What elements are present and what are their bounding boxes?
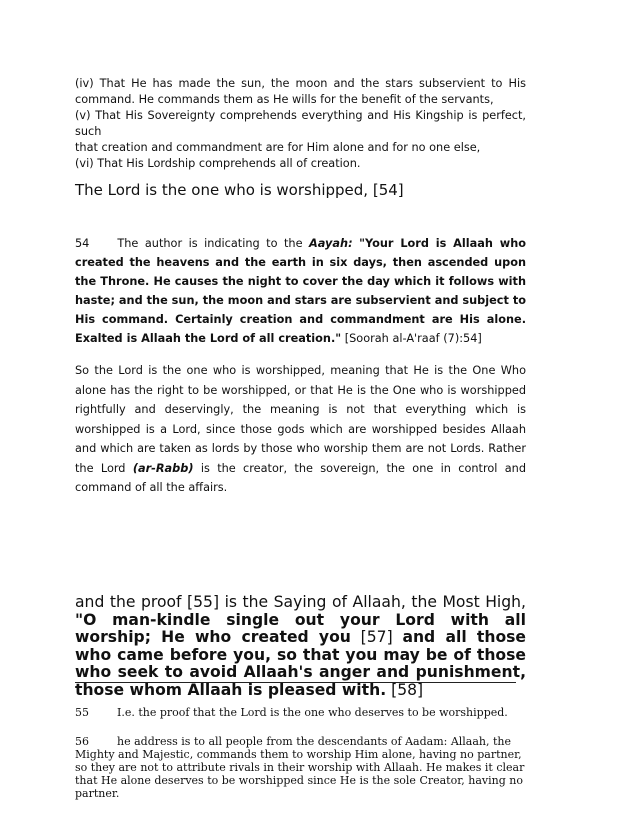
- footnote-56-number: 56: [75, 735, 89, 748]
- footnote-separator: [75, 682, 516, 683]
- footnote-54-quote: "Your Lord is Allaah who created the heavens and the earth in six days, then ascended upon the Throne. He causes the night to cover the day which it follows with haste; and the sun, the moon and stars are subservient and subject to His command. Certainly creation and commandment are His alone. Exalted is Allaah the Lord of all creation.": [75, 237, 526, 345]
- proof-quote-part-1: "O man-kindle single out your Lord with all worship; He who created you: [75, 610, 526, 646]
- section-heading: The Lord is the one who is worshipped, [54]: [75, 181, 404, 199]
- point-v-line-2: that creation and commandment are for Him alone and for no one else,: [75, 141, 481, 154]
- footnote-ref-57: [57]: [360, 628, 393, 646]
- point-vi: (vi) That His Lordship comprehends all of creation.: [75, 157, 361, 170]
- footnote-54-term: Aayah:: [309, 237, 353, 250]
- footnote-ref-58: [58]: [391, 680, 424, 699]
- footnote-56: [75, 735, 526, 800]
- footnote-54-intro: The author is indicating to the: [117, 237, 303, 250]
- explanation-text: So the Lord is the one who is worshipped, meaning that He is the One Who alone has the right to be worshipped, or that He is the One who is worshipped rightfully and deservingly, the meaning is not that everything which is worshipped is a Lord, since those gods which are worshipped besides Allaah and which are taken as lords by those who worship them are not Lords. Rather the Lord: [75, 364, 526, 475]
- point-iv-line-2: command. He commands them as He wills for the benefit of the servants,: [75, 93, 494, 106]
- proof-intro: and the proof [55] is the Saying of Allaah, the Most High,: [75, 593, 526, 611]
- proof-quote-part-2: and all those who came before you, so that you may be of those who seek to avoid Allaah's anger and punishment, those whom Allaah is pleased with.: [75, 628, 527, 699]
- explanation-term: (ar-Rabb): [132, 461, 194, 475]
- footnote-54-number: 54: [75, 237, 90, 250]
- footnote-54: [75, 234, 526, 348]
- footnote-55: [75, 706, 526, 719]
- footnote-55-text: I.e. the proof that the Lord is the one who deserves to be worshipped.: [117, 706, 508, 719]
- point-v-line-1: (v) That His Sovereignty comprehends everything and His Kingship is perfect, such: [75, 109, 526, 138]
- explanation-text-end: is the creator, the sovereign, the one in control and command of all the affairs.: [75, 461, 526, 494]
- explanation-paragraph: [75, 361, 526, 498]
- footnote-54-reference: [Soorah al-A'raaf (7):54]: [344, 332, 482, 345]
- lordship-points: [75, 76, 526, 172]
- footnote-55-number: 55: [75, 706, 89, 719]
- proof-paragraph: [75, 594, 526, 699]
- footnote-56-text: he address is to all people from the descendants of Aadam: Allaah, the Mighty and Majestic, commands them to worship Him alone, having no partner, so they are not to attribute rivals in their worship with Allaah. He makes it clear that He alone deserves to be worshipped since He is the sole Creator, having no partner.: [75, 735, 525, 800]
- point-iv-line-1: (iv) That He has made the sun, the moon and the stars subservient to His: [75, 77, 526, 90]
